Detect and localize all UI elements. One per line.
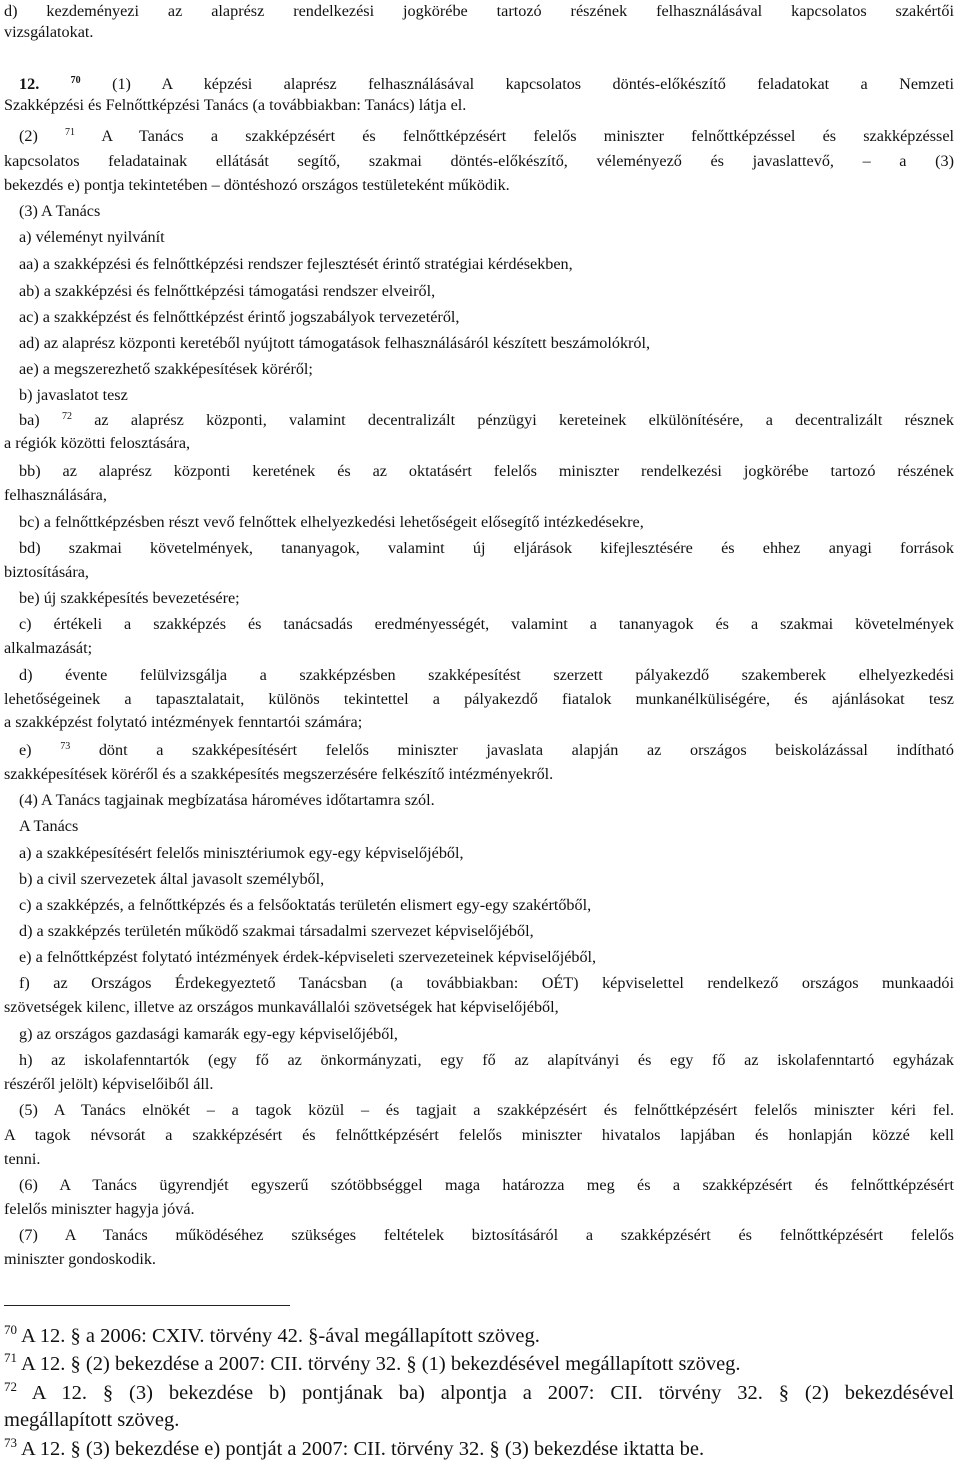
footnote-number: 73	[4, 1435, 17, 1450]
footnote-ref[interactable]: 72	[61, 411, 72, 422]
text-line	[4, 1149, 40, 1169]
line-text: g) az országos gazdasági kamarák egy-egy képviselőjéből,	[19, 1025, 398, 1043]
text-line	[4, 1199, 195, 1219]
text-line	[4, 1249, 156, 1269]
line-text: a) véleményt nyilvánít	[19, 228, 165, 246]
text-line	[19, 1225, 954, 1245]
footnote-text: A 12. § (3) bekezdése e) pontját a 2007: CII. törvény 32. § (3) bekezdése iktatta be.	[17, 1438, 705, 1460]
line-text: bc) a felnőttképzésben részt vevő felnőttek elhelyezkedési lehetőségeit elősegítő intézkedésekre,	[19, 513, 644, 531]
footnote-number: 72	[4, 1379, 17, 1394]
line-text: (3) A Tanács	[19, 202, 101, 220]
line-text: dönt a szakképesítésért felelős miniszter javaslata alapján az országos beiskolázással indítható	[70, 741, 954, 759]
line-text: A Tanács	[19, 817, 79, 835]
line-text: d) évente felülvizsgálja a szakképzésben szakképesítést szerzett pályakezdő szakemberek elhelyezkedési	[19, 666, 954, 684]
text-line	[4, 638, 92, 658]
line-text: b) a civil szervezetek által javasolt személyből,	[19, 870, 325, 888]
line-text: A Tanács a szakképzésért és felnőttképzésért felelős miniszter felnőttképzéssel és szakképzéssel	[75, 127, 955, 145]
line-text: ab) a szakképzési és felnőttképzési támogatási rendszer elveiről,	[19, 282, 436, 300]
footnote-number: 71	[4, 1350, 17, 1365]
text-line	[4, 689, 954, 709]
text-line	[19, 843, 464, 863]
text-line	[19, 588, 240, 608]
text-line	[19, 921, 534, 941]
line-text: h) az iskolafenntartók (egy fő az önkormányzati, egy fő az alapítványi és egy fő az iskolafenntartó egyházak	[19, 1051, 954, 1069]
footnote-text: megállapított szöveg.	[4, 1409, 180, 1431]
line-text: alkalmazását;	[4, 639, 93, 657]
text-line	[4, 1, 954, 21]
line-text: (5) A Tanács elnökét – a tagok közül – és tagjait a szakképzésért és felnőttképzésért felelős miniszter kéri fel.	[19, 1101, 954, 1119]
footnote-ref[interactable]: 71	[65, 127, 76, 138]
text-line	[19, 359, 313, 379]
line-text: d) a szakképzés területén működő szakmai társadalmi szervezet képviselőjéből,	[19, 922, 534, 940]
footnote-ref[interactable]: 73	[60, 741, 71, 752]
line-text: bekezdés e) pontja tekintetében – döntéshozó országos testületeként működik.	[4, 176, 510, 194]
text-line	[19, 1100, 954, 1120]
footnote-text: A 12. § (2) bekezdése a 2007: CII. törvény 32. § (1) bekezdésével megállapított szöveg.	[17, 1353, 741, 1375]
line-text: felelős miniszter hagyja jóvá.	[4, 1200, 195, 1218]
text-line	[19, 947, 596, 967]
text-line	[19, 895, 591, 915]
line-text: az alaprész központi, valamint decentralizált pénzügyi kereteinek elkülönítésére, a decentralizált résznek	[71, 411, 955, 429]
text-line	[19, 281, 435, 301]
text-line	[4, 562, 89, 582]
line-text: a régiók közötti felosztására,	[4, 434, 191, 452]
text-line	[19, 227, 165, 247]
text-line	[4, 997, 559, 1017]
text-line	[19, 614, 954, 634]
text-line	[19, 307, 459, 327]
text-line	[19, 973, 954, 993]
footnote	[4, 1324, 540, 1348]
footnote	[4, 1437, 704, 1461]
text-line	[19, 790, 435, 810]
section-number: (2)	[19, 127, 38, 145]
footnote-number: 70	[4, 1322, 17, 1337]
line-text: bd) szakmai követelmények, tananyagok, valamint új eljárások kifejlesztésére és ehhez anyagi források	[19, 539, 954, 557]
section-number: ba)	[19, 411, 40, 429]
line-text: a) a szakképesítésért felelős minisztériumok egy-egy képviselőjéből,	[19, 844, 464, 862]
line-text: (6) A Tanács ügyrendjét egyszerű szótöbbséggel maga határozza meg és a szakképzésért és felnőttképzésért	[19, 1176, 954, 1194]
line-text: e) a felnőttképzést folytató intézmények érdek-képviseleti szervezeteinek képviselőjéből,	[19, 948, 597, 966]
text-line	[4, 712, 362, 732]
line-text: d) kezdeményezi az alaprész rendelkezési jogkörébe tartozó részének felhasználásával kapcsolatos szakértői	[4, 2, 954, 20]
line-text: c) értékeli a szakképzés és tanácsadás eredményességét, valamint a tananyagok és a szakmai követelmények	[19, 615, 954, 633]
line-text: szövetségek kilenc, illetve az országos munkavállalói szövetségek hat képviselőjéből,	[4, 998, 559, 1016]
line-text: c) a szakképzés, a felnőttképzés és a felsőoktatás területén elismert egy-egy szakértőből,	[19, 896, 592, 914]
text-line	[19, 1024, 398, 1044]
footnote-separator	[4, 1305, 290, 1306]
line-text: biztosítására,	[4, 563, 89, 581]
text-line	[19, 126, 954, 146]
text-line	[19, 538, 954, 558]
line-text: vizsgálatokat.	[4, 23, 94, 41]
line-text: kapcsolatos feladatainak ellátását segítő, szakmai döntés-előkészítő, véleményező és javaslattevő, – a (3)	[4, 152, 954, 170]
footnote	[4, 1352, 741, 1376]
line-text: be) új szakképesítés bevezetésére;	[19, 589, 240, 607]
text-line	[19, 74, 954, 94]
footnote-ref[interactable]: 70	[70, 75, 81, 86]
text-line	[4, 485, 107, 505]
line-text: szakképesítések köréről és a szakképesítés megszerzésére felkészítő intézményekről.	[4, 765, 554, 783]
line-text: b) javaslatot tesz	[19, 386, 128, 404]
footnote-text: A 12. § (3) bekezdése b) pontjának ba) alpontja a 2007: CII. törvény 32. § (2) bekezdésével	[17, 1382, 954, 1404]
text-line	[19, 869, 324, 889]
text-line	[4, 22, 93, 42]
text-line	[4, 433, 190, 453]
text-line	[4, 95, 466, 115]
line-text: A tagok névsorát a szakképzésért és felnőttképzésért felelős miniszter hivatalos lapjában és honlapján közzé kell	[4, 1126, 954, 1144]
section-number: e)	[19, 741, 32, 759]
text-line	[19, 665, 954, 685]
text-line	[19, 816, 78, 836]
text-line	[19, 461, 954, 481]
line-text: részéről jelölt) képviselőiből áll.	[4, 1075, 214, 1093]
text-line	[19, 1175, 954, 1195]
text-line	[19, 740, 954, 760]
text-line	[19, 385, 128, 405]
section-number: 12.	[19, 75, 40, 93]
line-text: (1) A képzési alaprész felhasználásával kapcsolatos döntés-előkészítő feladatokat a Nemzeti	[80, 75, 954, 93]
line-text: aa) a szakképzési és felnőttképzési rendszer fejlesztését érintő stratégiai kérdésekben,	[19, 255, 573, 273]
footnote	[4, 1381, 954, 1405]
text-line	[19, 254, 573, 274]
text-line	[19, 1050, 954, 1070]
footnote	[4, 1408, 179, 1432]
line-text: ad) az alaprész központi keretéből nyújtott támogatások felhasználásáról készített beszámolókról,	[19, 334, 651, 352]
line-text: lehetőségeinek a tapasztalatait, különös tekintettel a pályakezdő fiatalok munkanélküliségére, és ajánlásokat tesz	[4, 690, 954, 708]
line-text: Szakképzési és Felnőttképzési Tanács (a továbbiakban: Tanács) látja el.	[4, 96, 467, 114]
text-line	[4, 151, 954, 171]
line-text: felhasználására,	[4, 486, 107, 504]
text-line	[19, 333, 650, 353]
text-line	[19, 201, 100, 221]
line-text: miniszter gondoskodik.	[4, 1250, 156, 1268]
text-line	[4, 175, 510, 195]
text-line	[19, 410, 954, 430]
line-text: ac) a szakképzést és felnőttképzést érintő jogszabályok tervezetéről,	[19, 308, 460, 326]
line-text: a szakképzést folytató intézmények fenntartói számára;	[4, 713, 363, 731]
footnote-text: A 12. § a 2006: CXIV. törvény 42. §-ával megállapított szöveg.	[17, 1325, 540, 1347]
line-text: ae) a megszerezhető szakképesítések köréről;	[19, 360, 313, 378]
line-text: tenni.	[4, 1150, 41, 1168]
text-line	[4, 764, 553, 784]
text-line	[4, 1074, 213, 1094]
text-line	[4, 1125, 954, 1145]
line-text: f) az Országos Érdekegyeztető Tanácsban (a továbbiakban: OÉT) képviselettel rendelkező országos munkaadói	[19, 974, 954, 992]
line-text: bb) az alaprész központi keretének és az oktatásért felelős miniszter rendelkezési jogkörébe tartozó részének	[19, 462, 954, 480]
text-line	[19, 512, 644, 532]
line-text: (4) A Tanács tagjainak megbízatása hároméves időtartamra szól.	[19, 791, 435, 809]
line-text: (7) A Tanács működéséhez szükséges feltételek biztosításáról a szakképzésért és felnőttképzésért felelős	[19, 1226, 954, 1244]
